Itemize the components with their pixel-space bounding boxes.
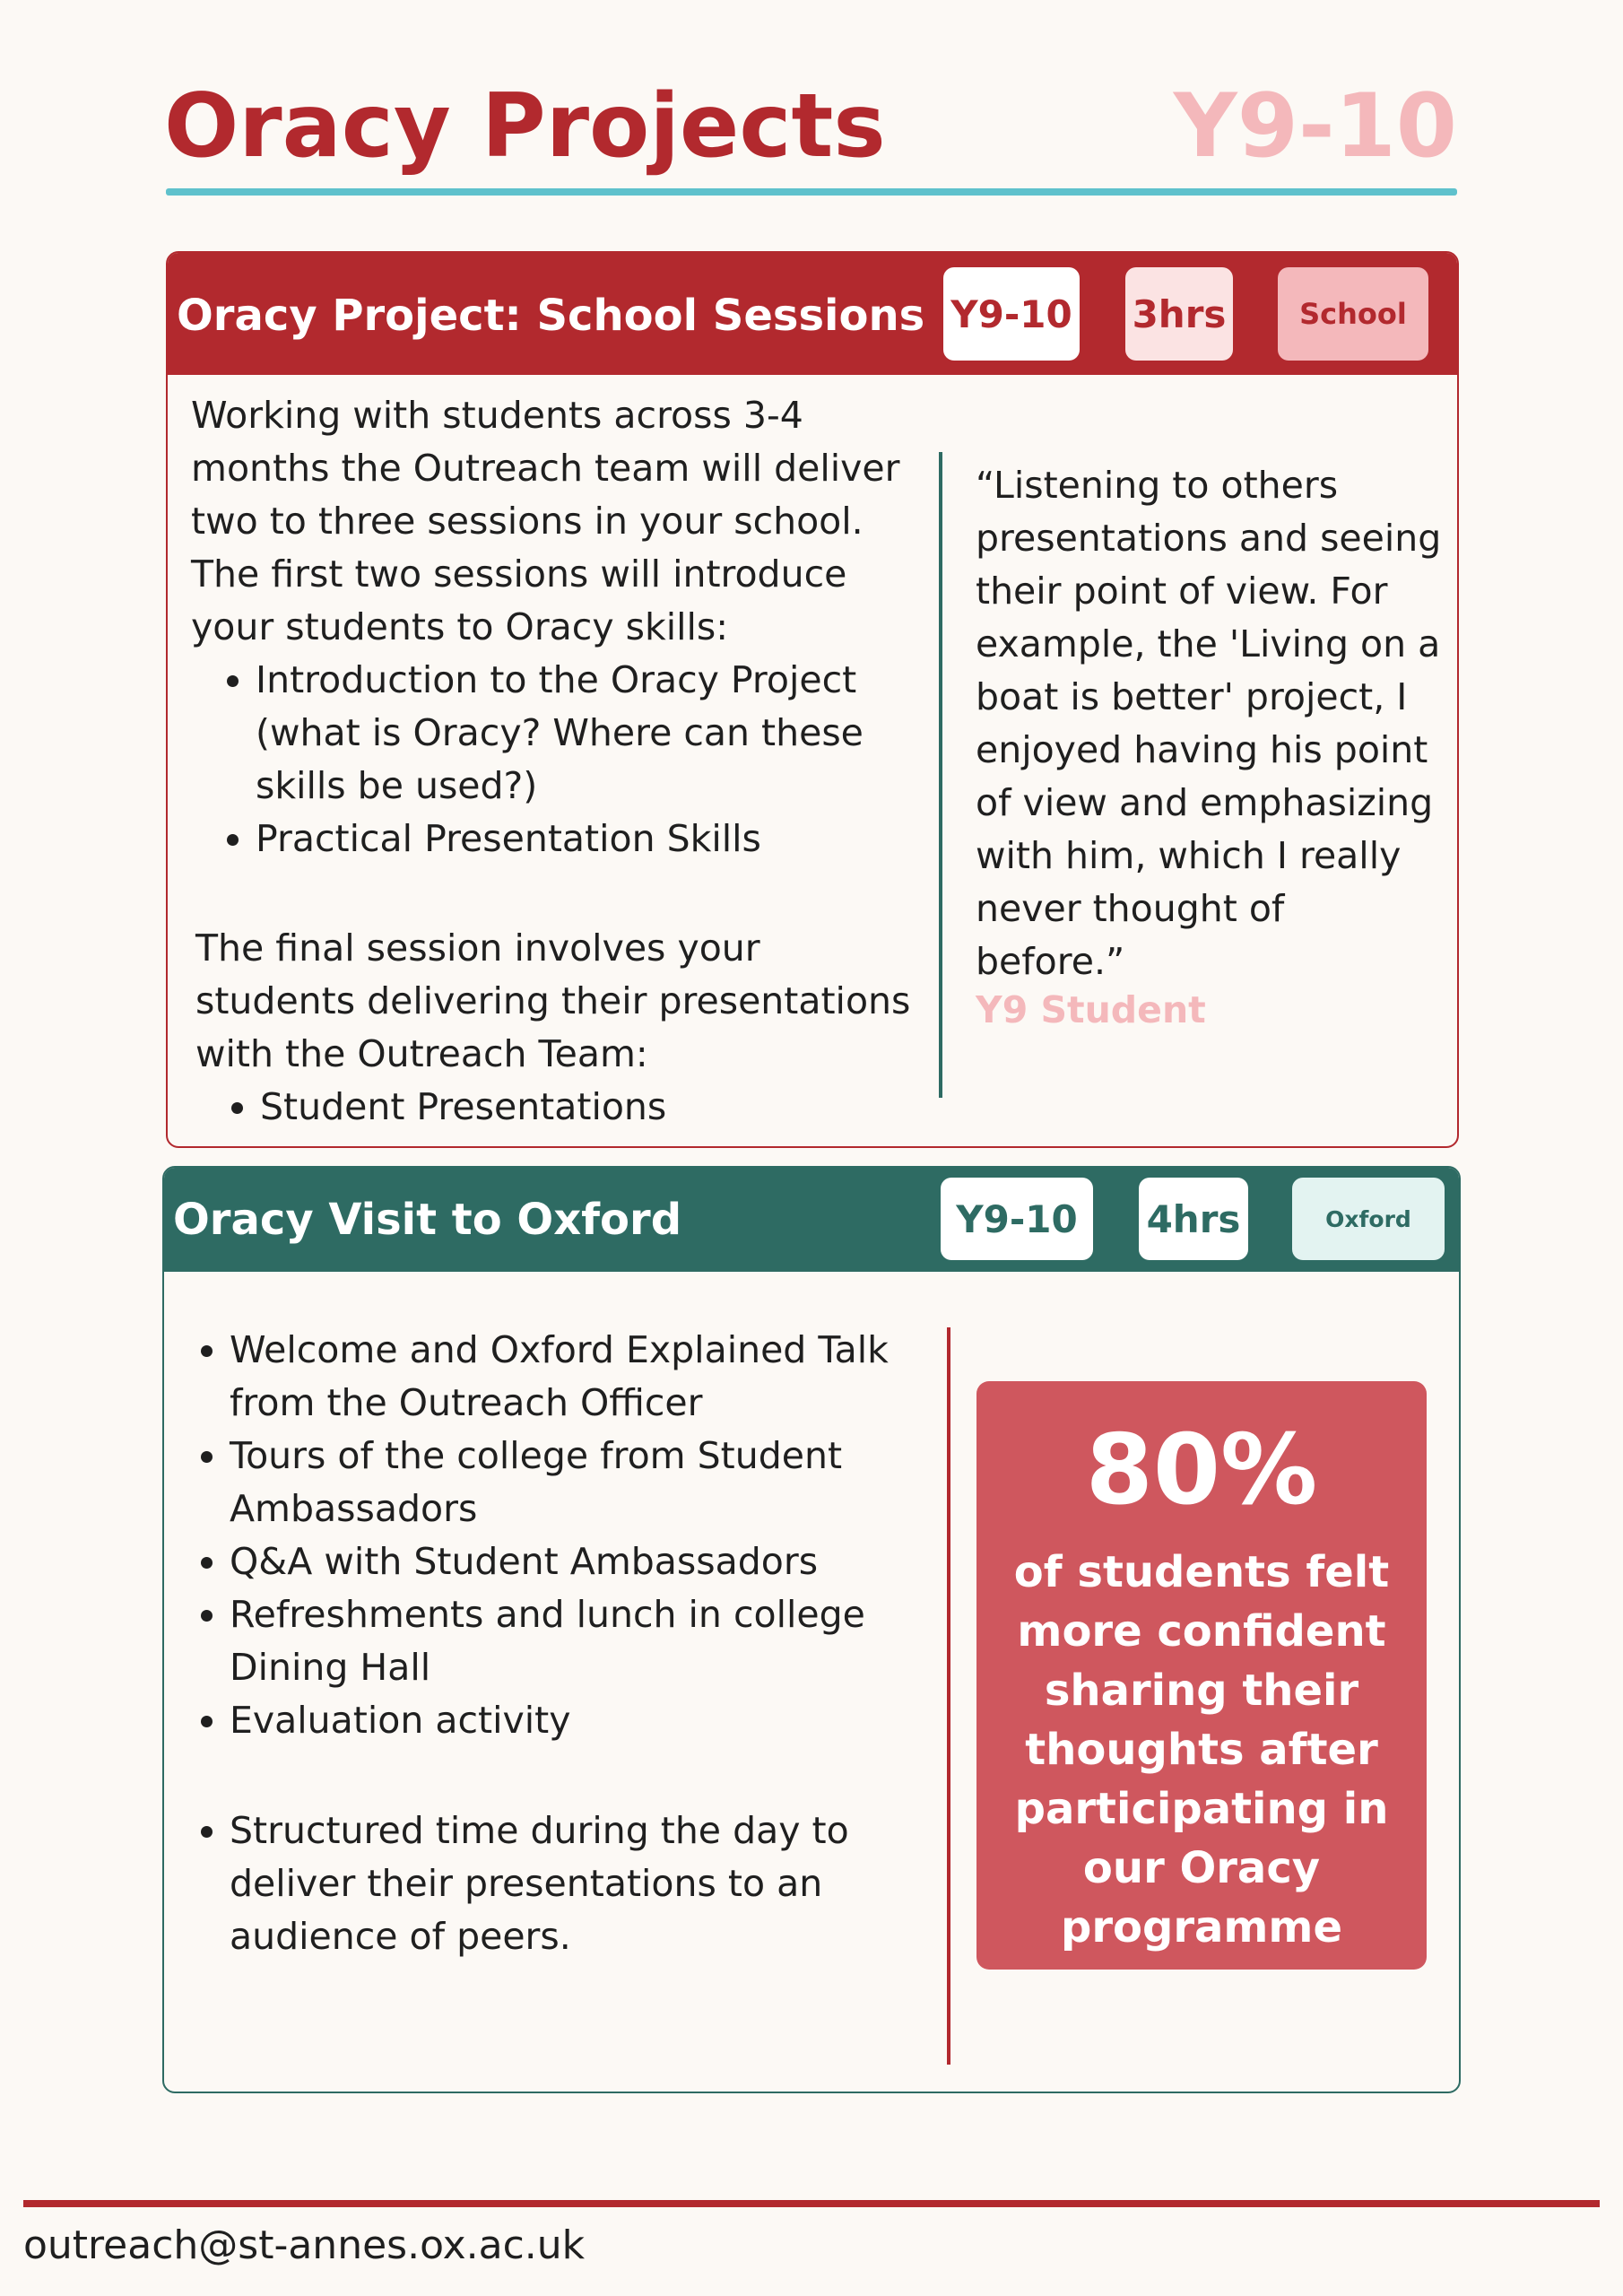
stat-description: of students felt more confident sharing their thoughts after participating in our Oracy programme [1013,1547,1390,1952]
contact-email: outreach@st-annes.ox.ac.uk [23,2222,586,2268]
final-session-description [195,922,931,1134]
year-tag: Y9-10 [943,267,1080,361]
year-tag: Y9-10 [941,1178,1093,1260]
title-underline [166,188,1457,196]
column-divider [939,452,942,1098]
student-quote-block [976,459,1442,1031]
list-item: • Student Presentations [260,1081,931,1134]
list-item: • Evaluation activity [230,1694,927,1747]
footer-rule [23,2200,1600,2207]
location-tag: Oxford [1292,1178,1445,1260]
oxford-visit-title: Oracy Visit to Oxford [173,1195,682,1245]
page-title: Oracy Projects [164,75,886,178]
student-quote: “Listening to others presentations and seeing their point of view. For example, the 'Living on a boat is better' project, I enjoyed having his point of view and emphasizing with him, which I really never thought of before.” [976,464,1442,983]
intro-text: Working with students across 3-4 months the Outreach team will deliver two to three sessions in your school. The first two sessions will introduce your students to Oracy skills: [191,394,900,648]
list-item: • Structured time during the day to deliver their presentations to an audience of peers. [230,1805,927,1963]
location-tag: School [1278,267,1428,361]
oxford-presentation-time [165,1805,927,1963]
duration-tag: 4hrs [1139,1178,1248,1260]
oxford-visit-card [162,1166,1461,2093]
quote-attribution: Y9 Student [976,988,1206,1031]
column-divider [947,1327,950,2065]
school-sessions-header [168,253,1457,375]
list-item: • Practical Presentation Skills [256,813,935,865]
stat-value: 80% [1085,1414,1318,1526]
list-item: • Refreshments and lunch in college Dining Hall [230,1588,927,1694]
presentation-bullets [165,1805,927,1963]
confidence-stat-box [976,1381,1427,1970]
duration-tag: 3hrs [1125,267,1233,361]
school-sessions-description [191,389,935,865]
school-sessions-card [166,251,1459,1148]
intro-bullets [191,654,935,865]
list-item: • Welcome and Oxford Explained Talk from the Outreach Officer [230,1324,927,1430]
list-item: • Introduction to the Oracy Project (what is Oracy? Where can these skills be used?) [256,654,935,813]
activity-bullets [165,1324,927,1747]
school-sessions-title: Oracy Project: School Sessions [177,291,925,341]
year-range-heading: Y9-10 [1173,75,1457,178]
oxford-visit-header [164,1168,1459,1272]
list-item: • Tours of the college from Student Ambassadors [230,1430,927,1535]
final-bullets [195,1081,931,1134]
list-item: • Q&A with Student Ambassadors [230,1535,927,1588]
final-session-text: The final session involves your students delivering their presentations with the Outreach Team: [195,926,911,1075]
oxford-visit-activities [165,1324,927,1747]
